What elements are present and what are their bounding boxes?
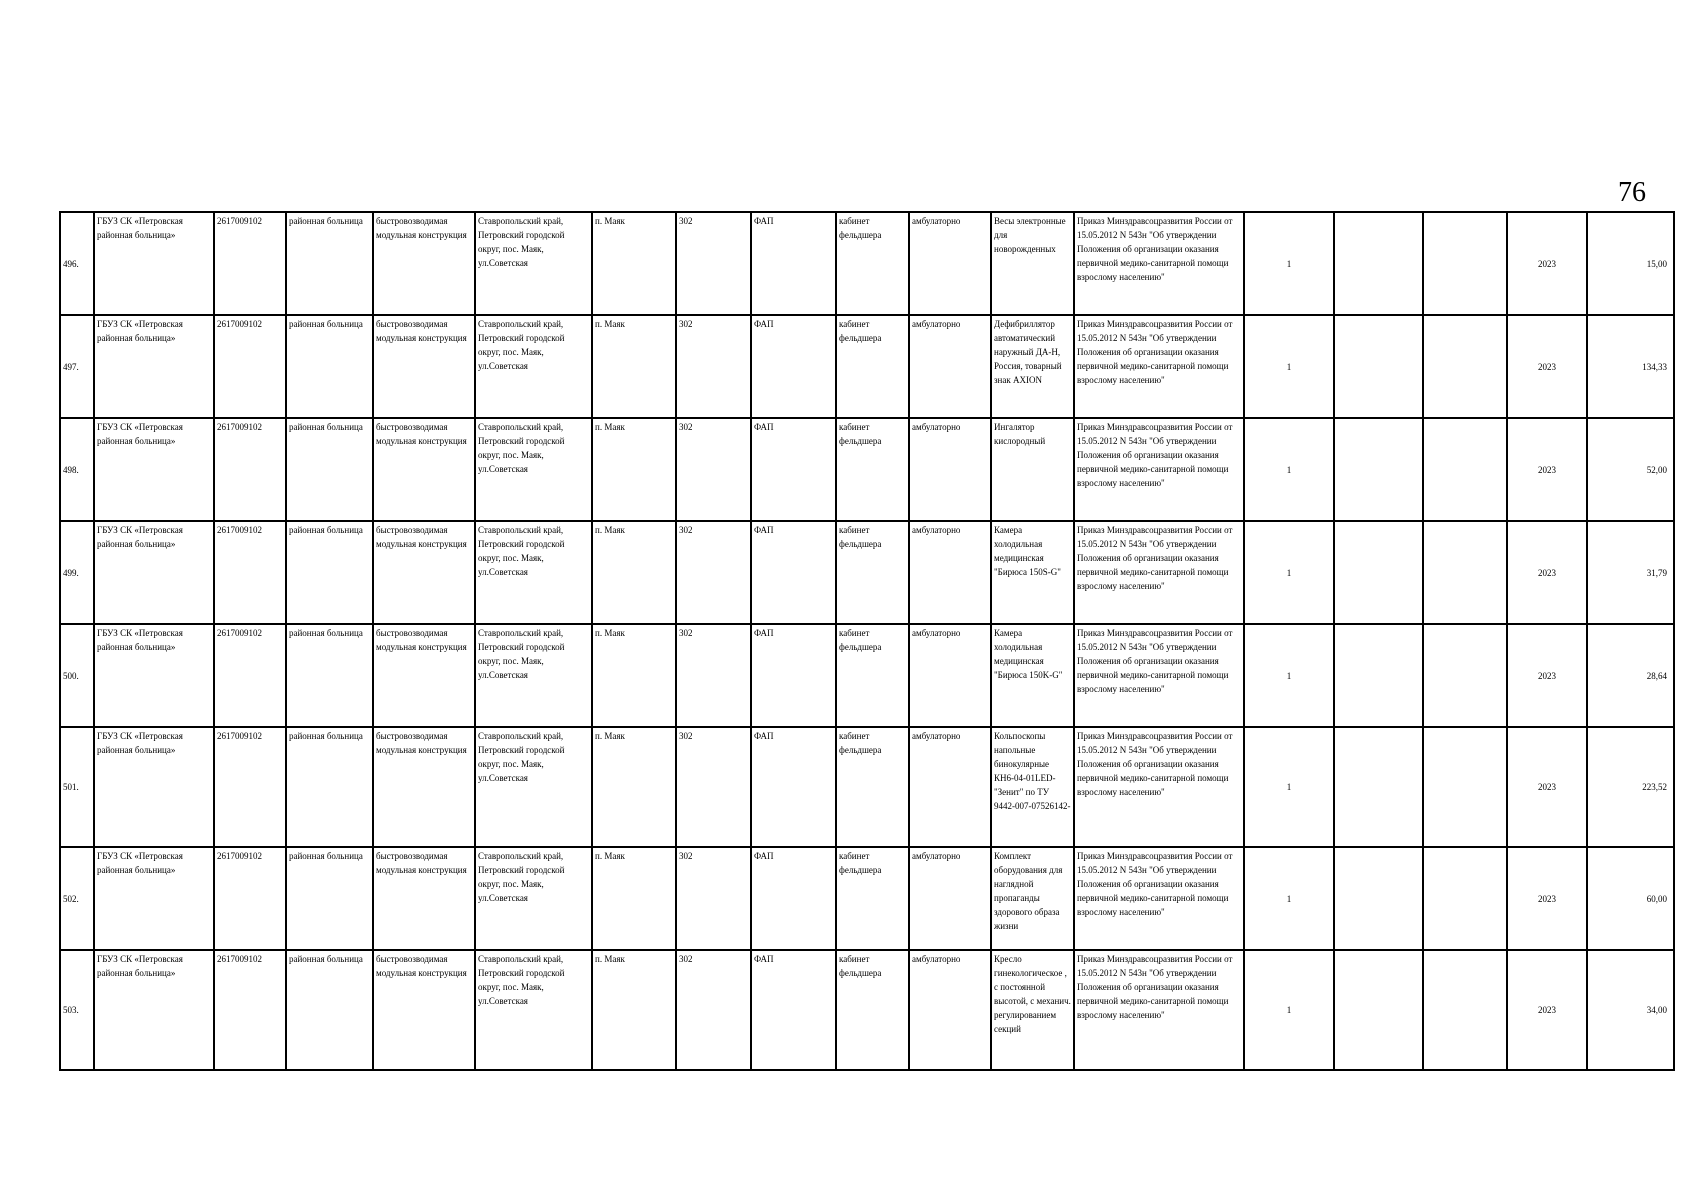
institution-type-cell: районная больница (286, 727, 373, 847)
settlement-cell: п. Маяк (592, 521, 676, 624)
institution-type-cell: районная больница (286, 624, 373, 727)
care-form-cell: амбулаторно (909, 727, 991, 847)
empty-cell (1423, 212, 1507, 315)
facility-cell: ФАП (751, 418, 836, 521)
table-row (60, 418, 1674, 521)
table-row (60, 212, 1674, 315)
room-cell: кабинет фельдшера (836, 212, 909, 315)
row-number: 502. (60, 847, 94, 950)
construction-cell: быстровозводимая модульная конструкция (373, 418, 475, 521)
organization-cell: ГБУЗ СК «Петровская районная больница» (94, 950, 214, 1070)
quantity-cell: 1 (1244, 315, 1334, 418)
order-cell: Приказ Минздравсоцразвития России от 15.05.2012 N 543н "Об утверждении Положения об организации оказания первичной медико-санитарной помощи взрослому населению" (1074, 950, 1244, 1070)
quantity-cell: 1 (1244, 418, 1334, 521)
construction-cell: быстровозводимая модульная конструкция (373, 212, 475, 315)
order-cell: Приказ Минздравсоцразвития России от 15.05.2012 N 543н "Об утверждении Положения об организации оказания первичной медико-санитарной помощи взрослому населению" (1074, 847, 1244, 950)
settlement-cell: п. Маяк (592, 624, 676, 727)
cost-cell: 31,79 (1587, 521, 1674, 624)
empty-cell (1423, 521, 1507, 624)
empty-cell (1334, 521, 1423, 624)
cost-cell: 134,33 (1587, 315, 1674, 418)
settlement-cell: п. Маяк (592, 212, 676, 315)
empty-cell (1423, 727, 1507, 847)
quantity-cell: 1 (1244, 950, 1334, 1070)
table-row (60, 624, 1674, 727)
facility-cell: ФАП (751, 212, 836, 315)
care-form-cell: амбулаторно (909, 624, 991, 727)
table-row (60, 950, 1674, 1070)
facility-cell: ФАП (751, 315, 836, 418)
settlement-cell: п. Маяк (592, 418, 676, 521)
order-cell: Приказ Минздравсоцразвития России от 15.05.2012 N 543н "Об утверждении Положения об организации оказания первичной медико-санитарной помощи взрослому населению" (1074, 315, 1244, 418)
year-cell: 2023 (1507, 418, 1587, 521)
row-number: 497. (60, 315, 94, 418)
equipment-cell: Камера холодильная медицинская "Бирюса 150K-G" (991, 624, 1074, 727)
row-number: 501. (60, 727, 94, 847)
address-cell: Ставропольский край, Петровский городской округ, пос. Маяк, ул.Советская (475, 521, 592, 624)
row-number: 500. (60, 624, 94, 727)
empty-cell (1334, 624, 1423, 727)
empty-cell (1423, 315, 1507, 418)
year-cell: 2023 (1507, 727, 1587, 847)
equipment-cell: Комплект оборудования для наглядной пропаганды здорового образа жизни (991, 847, 1074, 950)
year-cell: 2023 (1507, 624, 1587, 727)
facility-cell: ФАП (751, 521, 836, 624)
cost-cell: 60,00 (1587, 847, 1674, 950)
address-cell: Ставропольский край, Петровский городской округ, пос. Маяк, ул.Советская (475, 418, 592, 521)
cost-cell: 52,00 (1587, 418, 1674, 521)
inn-cell: 2617009102 (214, 418, 286, 521)
year-cell: 2023 (1507, 950, 1587, 1070)
settlement-cell: п. Маяк (592, 315, 676, 418)
cost-cell: 15,00 (1587, 212, 1674, 315)
construction-cell: быстровозводимая модульная конструкция (373, 950, 475, 1070)
institution-type-cell: районная больница (286, 950, 373, 1070)
equipment-cell: Дефибриллятор автоматический наружный ДА-Н, Россия, товарный знак AXION (991, 315, 1074, 418)
registry-table (59, 211, 1675, 1071)
care-form-cell: амбулаторно (909, 950, 991, 1070)
table-row (60, 315, 1674, 418)
table-row (60, 847, 1674, 950)
organization-cell: ГБУЗ СК «Петровская районная больница» (94, 418, 214, 521)
empty-cell (1334, 950, 1423, 1070)
inn-cell: 2617009102 (214, 315, 286, 418)
order-cell: Приказ Минздравсоцразвития России от 15.05.2012 N 543н "Об утверждении Положения об организации оказания первичной медико-санитарной помощи взрослому населению" (1074, 521, 1244, 624)
care-form-cell: амбулаторно (909, 212, 991, 315)
population-cell: 302 (676, 212, 751, 315)
construction-cell: быстровозводимая модульная конструкция (373, 727, 475, 847)
equipment-cell: Камера холодильная медицинская "Бирюса 150S-G" (991, 521, 1074, 624)
population-cell: 302 (676, 727, 751, 847)
organization-cell: ГБУЗ СК «Петровская районная больница» (94, 624, 214, 727)
population-cell: 302 (676, 624, 751, 727)
population-cell: 302 (676, 521, 751, 624)
institution-type-cell: районная больница (286, 847, 373, 950)
construction-cell: быстровозводимая модульная конструкция (373, 847, 475, 950)
organization-cell: ГБУЗ СК «Петровская районная больница» (94, 847, 214, 950)
year-cell: 2023 (1507, 212, 1587, 315)
organization-cell: ГБУЗ СК «Петровская районная больница» (94, 727, 214, 847)
organization-cell: ГБУЗ СК «Петровская районная больница» (94, 315, 214, 418)
room-cell: кабинет фельдшера (836, 624, 909, 727)
empty-cell (1423, 950, 1507, 1070)
room-cell: кабинет фельдшера (836, 727, 909, 847)
row-number: 496. (60, 212, 94, 315)
settlement-cell: п. Маяк (592, 727, 676, 847)
empty-cell (1334, 418, 1423, 521)
settlement-cell: п. Маяк (592, 847, 676, 950)
address-cell: Ставропольский край, Петровский городской округ, пос. Маяк, ул.Советская (475, 727, 592, 847)
institution-type-cell: районная больница (286, 315, 373, 418)
empty-cell (1334, 212, 1423, 315)
care-form-cell: амбулаторно (909, 418, 991, 521)
order-cell: Приказ Минздравсоцразвития России от 15.05.2012 N 543н "Об утверждении Положения об организации оказания первичной медико-санитарной помощи взрослому населению" (1074, 727, 1244, 847)
quantity-cell: 1 (1244, 727, 1334, 847)
room-cell: кабинет фельдшера (836, 521, 909, 624)
year-cell: 2023 (1507, 521, 1587, 624)
facility-cell: ФАП (751, 847, 836, 950)
quantity-cell: 1 (1244, 212, 1334, 315)
empty-cell (1334, 727, 1423, 847)
empty-cell (1423, 418, 1507, 521)
empty-cell (1334, 847, 1423, 950)
room-cell: кабинет фельдшера (836, 418, 909, 521)
address-cell: Ставропольский край, Петровский городской округ, пос. Маяк, ул.Советская (475, 315, 592, 418)
inn-cell: 2617009102 (214, 847, 286, 950)
row-number: 498. (60, 418, 94, 521)
empty-cell (1423, 624, 1507, 727)
organization-cell: ГБУЗ СК «Петровская районная больница» (94, 521, 214, 624)
quantity-cell: 1 (1244, 847, 1334, 950)
population-cell: 302 (676, 315, 751, 418)
table-row (60, 727, 1674, 847)
cost-cell: 34,00 (1587, 950, 1674, 1070)
year-cell: 2023 (1507, 315, 1587, 418)
page-number: 76 (1618, 177, 1646, 208)
institution-type-cell: районная больница (286, 212, 373, 315)
address-cell: Ставропольский край, Петровский городской округ, пос. Маяк, ул.Советская (475, 624, 592, 727)
empty-cell (1423, 847, 1507, 950)
organization-cell: ГБУЗ СК «Петровская районная больница» (94, 212, 214, 315)
institution-type-cell: районная больница (286, 418, 373, 521)
facility-cell: ФАП (751, 624, 836, 727)
equipment-cell: Кресло гинекологическое , с постоянной высотой, с механич. регулированием секций (991, 950, 1074, 1070)
room-cell: кабинет фельдшера (836, 847, 909, 950)
row-number: 499. (60, 521, 94, 624)
construction-cell: быстровозводимая модульная конструкция (373, 315, 475, 418)
equipment-cell: Весы электронные для новорожденных (991, 212, 1074, 315)
care-form-cell: амбулаторно (909, 521, 991, 624)
inn-cell: 2617009102 (214, 624, 286, 727)
order-cell: Приказ Минздравсоцразвития России от 15.05.2012 N 543н "Об утверждении Положения об организации оказания первичной медико-санитарной помощи взрослому населению" (1074, 624, 1244, 727)
equipment-cell: Кольпоскопы напольные бинокулярные КН6-04-01LED-"Зенит" по ТУ 9442-007-07526142- (991, 727, 1074, 847)
table-row (60, 521, 1674, 624)
empty-cell (1334, 315, 1423, 418)
care-form-cell: амбулаторно (909, 847, 991, 950)
facility-cell: ФАП (751, 950, 836, 1070)
quantity-cell: 1 (1244, 521, 1334, 624)
facility-cell: ФАП (751, 727, 836, 847)
inn-cell: 2617009102 (214, 727, 286, 847)
care-form-cell: амбулаторно (909, 315, 991, 418)
inn-cell: 2617009102 (214, 521, 286, 624)
quantity-cell: 1 (1244, 624, 1334, 727)
settlement-cell: п. Маяк (592, 950, 676, 1070)
cost-cell: 28,64 (1587, 624, 1674, 727)
inn-cell: 2617009102 (214, 212, 286, 315)
room-cell: кабинет фельдшера (836, 315, 909, 418)
inn-cell: 2617009102 (214, 950, 286, 1070)
construction-cell: быстровозводимая модульная конструкция (373, 521, 475, 624)
year-cell: 2023 (1507, 847, 1587, 950)
construction-cell: быстровозводимая модульная конструкция (373, 624, 475, 727)
order-cell: Приказ Минздравсоцразвития России от 15.05.2012 N 543н "Об утверждении Положения об организации оказания первичной медико-санитарной помощи взрослому населению" (1074, 212, 1244, 315)
cost-cell: 223,52 (1587, 727, 1674, 847)
population-cell: 302 (676, 950, 751, 1070)
address-cell: Ставропольский край, Петровский городской округ, пос. Маяк, ул.Советская (475, 847, 592, 950)
address-cell: Ставропольский край, Петровский городской округ, пос. Маяк, ул.Советская (475, 950, 592, 1070)
population-cell: 302 (676, 847, 751, 950)
room-cell: кабинет фельдшера (836, 950, 909, 1070)
address-cell: Ставропольский край, Петровский городской округ, пос. Маяк, ул.Советская (475, 212, 592, 315)
population-cell: 302 (676, 418, 751, 521)
order-cell: Приказ Минздравсоцразвития России от 15.05.2012 N 543н "Об утверждении Положения об организации оказания первичной медико-санитарной помощи взрослому населению" (1074, 418, 1244, 521)
institution-type-cell: районная больница (286, 521, 373, 624)
row-number: 503. (60, 950, 94, 1070)
equipment-cell: Ингалятор кислородный (991, 418, 1074, 521)
